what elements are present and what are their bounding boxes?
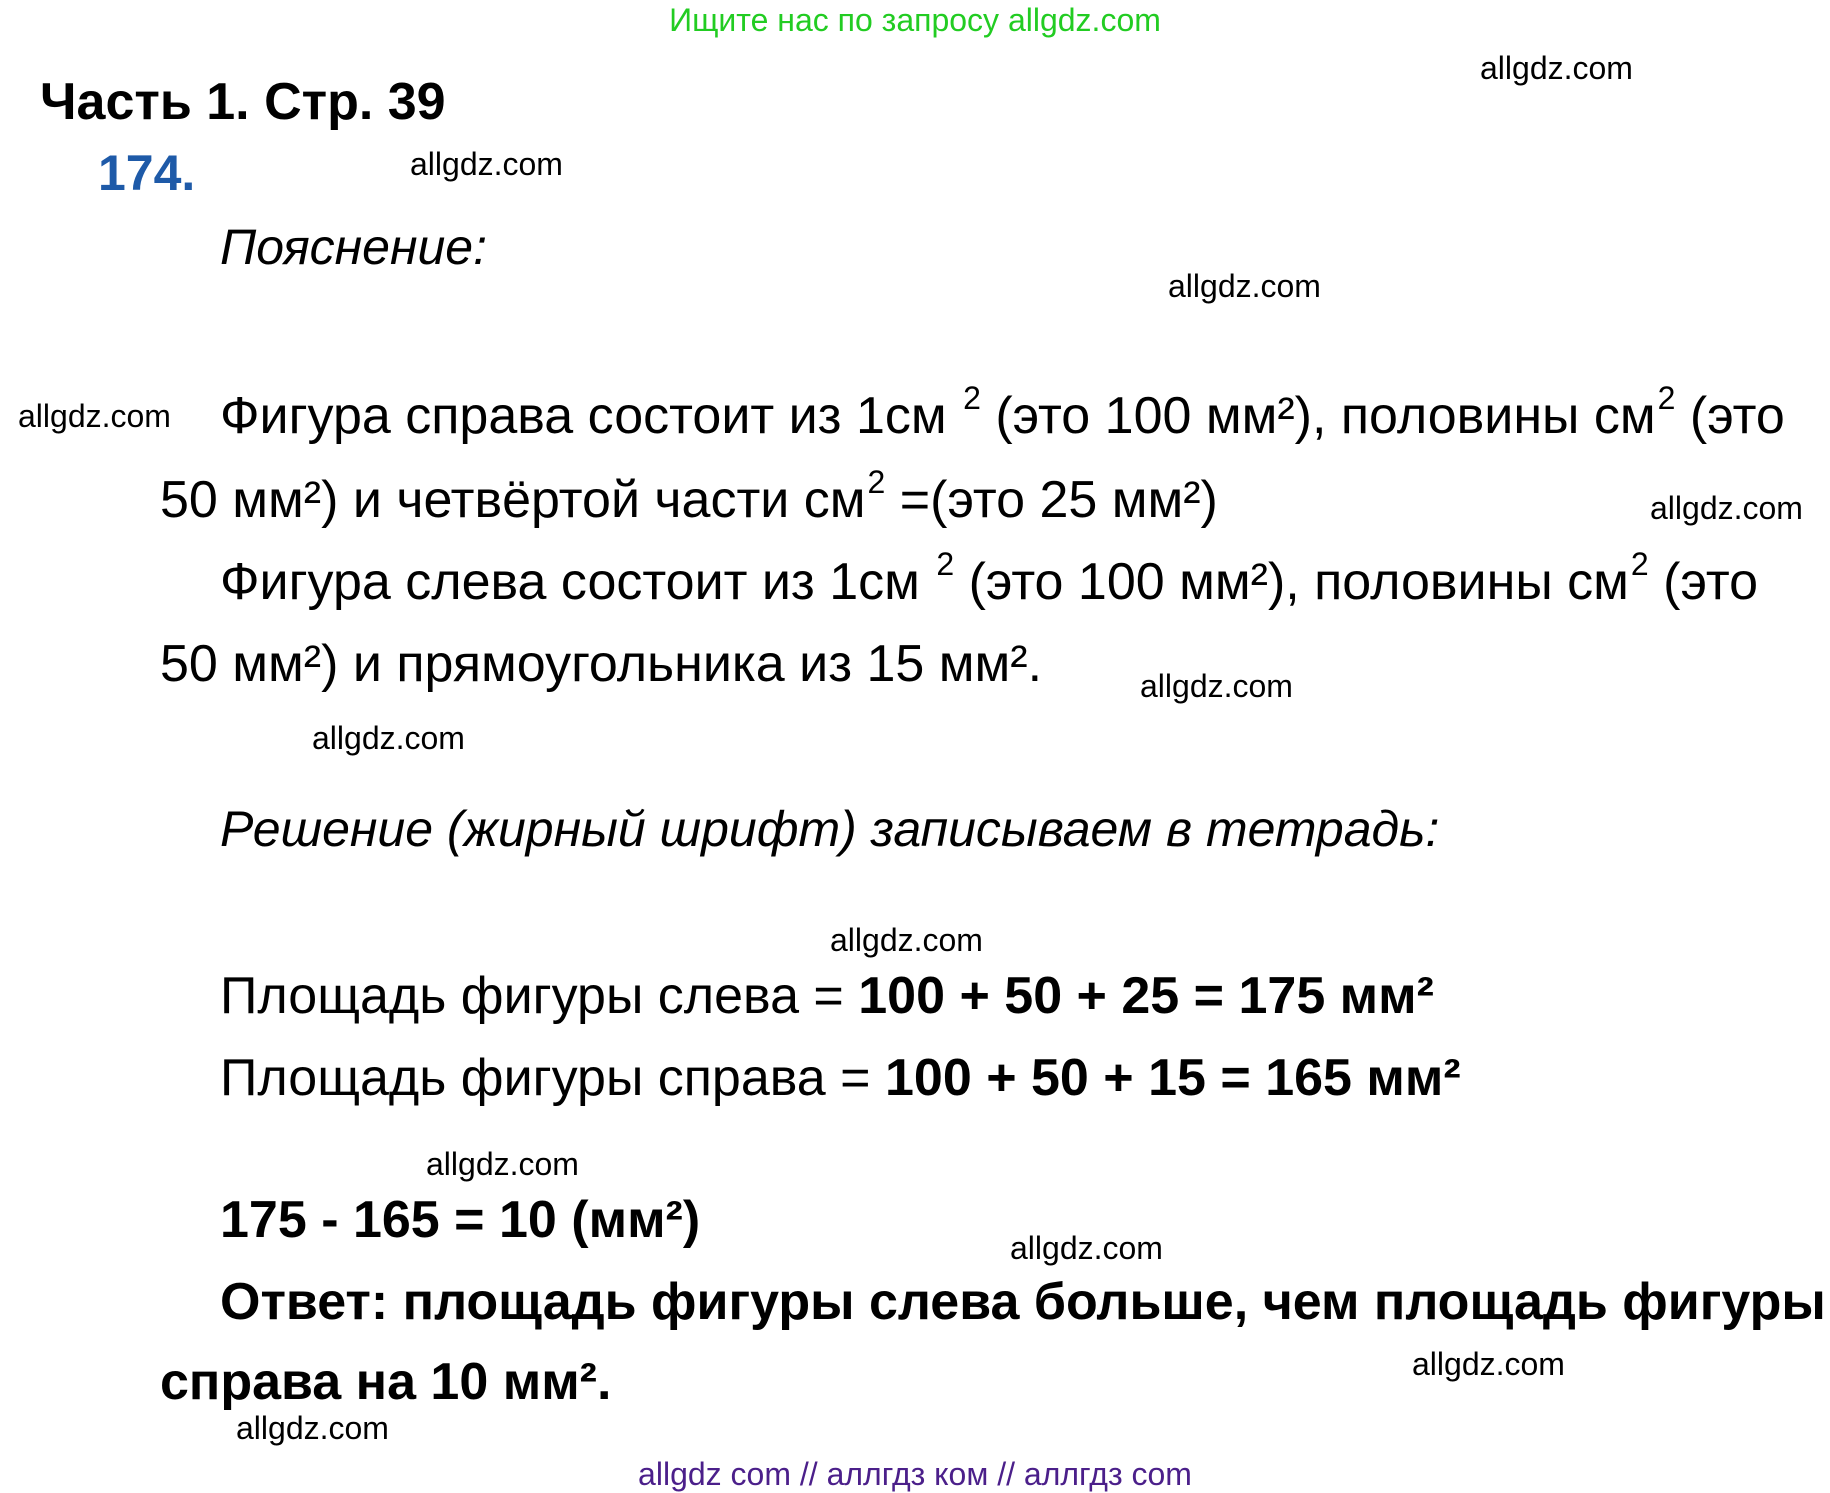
watermark: allgdz.com (236, 1410, 389, 1446)
watermark: allgdz.com (1168, 268, 1321, 304)
top-search-banner: Ищите нас по запросу allgdz.com (669, 2, 1161, 38)
watermark: allgdz.com (18, 398, 171, 434)
watermark: allgdz.com (312, 720, 465, 756)
area-right-line (220, 1048, 1461, 1108)
watermark: allgdz.com (1010, 1230, 1163, 1266)
watermark: allgdz.com (410, 146, 563, 182)
watermark: allgdz.com (1650, 490, 1803, 526)
watermark: allgdz.com (1480, 50, 1633, 86)
answer-line-2: справа на 10 мм². (160, 1353, 612, 1411)
superscript-2: 2 (867, 464, 886, 500)
difference-line: 175 - 165 = 10 (мм²) (220, 1191, 701, 1249)
explanation-line-3 (220, 546, 1759, 612)
bottom-banner: allgdz com // аллгдз ком // аллгдз com (638, 1456, 1192, 1492)
solution-label: Решение (жирный шрифт) записываем в тетрадь: (220, 801, 1440, 857)
explanation-line-3-part-c: (это (1663, 553, 1759, 611)
superscript-2: 2 (1657, 380, 1676, 416)
superscript-2: 2 (936, 546, 955, 582)
watermark: allgdz.com (1140, 668, 1293, 704)
explanation-line-1-part-c: (это (1689, 387, 1785, 445)
area-left-expression: 100 + 50 + 25 = 175 мм² (858, 967, 1434, 1025)
explanation-line-1-part-a: Фигура справа состоит из 1см (220, 387, 947, 445)
page-header: Часть 1. Стр. 39 (40, 73, 446, 131)
task-number: 174. (98, 145, 196, 201)
explanation-line-4: 50 мм²) и прямоугольника из 15 мм². (160, 635, 1043, 693)
explanation-line-1-part-b: (это 100 мм²), половины см (995, 387, 1656, 445)
area-left-label: Площадь фигуры слева = (220, 967, 859, 1025)
explanation-line-2 (160, 464, 1218, 530)
explanation-line-2-part-b: =(это 25 мм²) (899, 471, 1218, 529)
area-left-line (220, 966, 1434, 1026)
answer-line-1: Ответ: площадь фигуры слева больше, чем площадь фигуры (220, 1273, 1826, 1331)
superscript-2: 2 (1630, 546, 1649, 582)
explanation-line-3-part-b: (это 100 мм²), половины см (968, 553, 1629, 611)
watermark: allgdz.com (830, 922, 983, 958)
watermark: allgdz.com (1412, 1346, 1565, 1382)
explanation-line-3-part-a: Фигура слева состоит из 1см (220, 553, 920, 611)
explanation-label: Пояснение: (220, 219, 487, 275)
area-right-label: Площадь фигуры справа = (220, 1049, 885, 1107)
watermark: allgdz.com (426, 1146, 579, 1182)
superscript-2: 2 (963, 380, 981, 416)
explanation-line-1 (220, 380, 1785, 446)
area-right-expression: 100 + 50 + 15 = 165 мм² (884, 1049, 1461, 1107)
explanation-line-2-part-a: 50 мм²) и четвёртой части см (160, 471, 866, 529)
